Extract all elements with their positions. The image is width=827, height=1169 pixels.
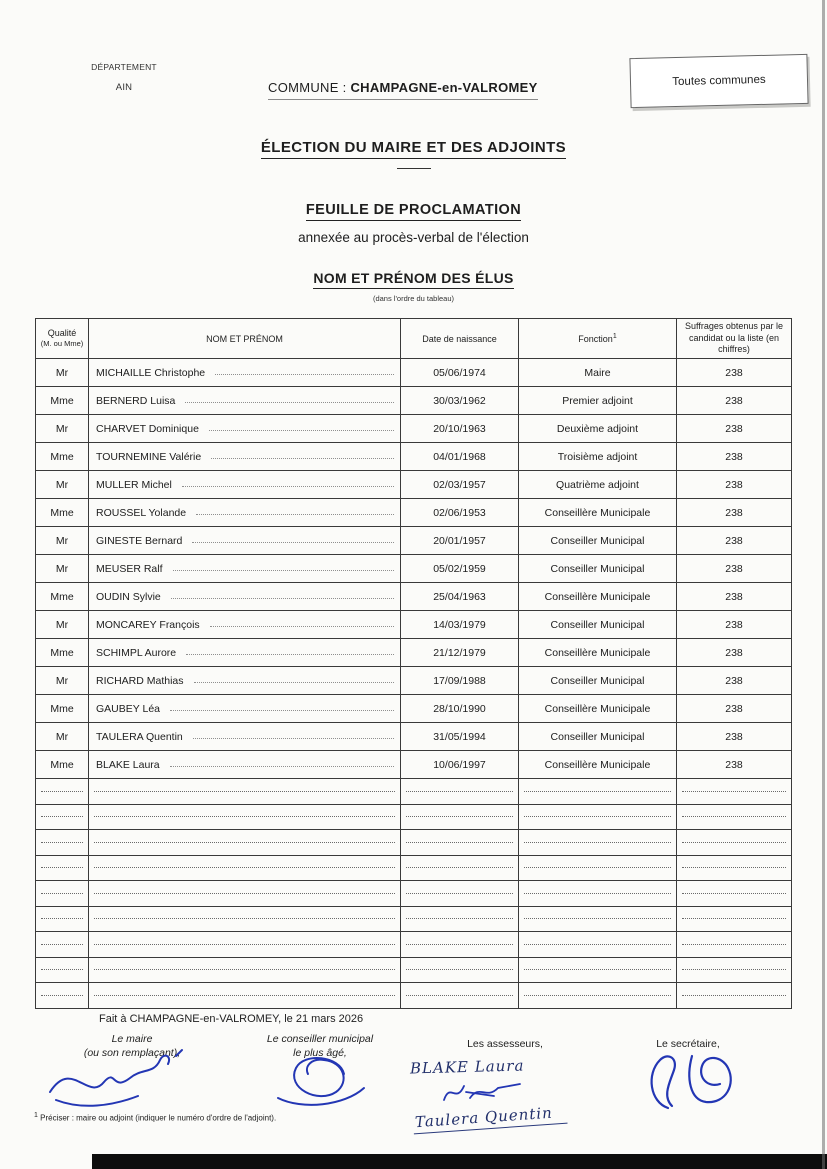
birthdate-cell: 31/05/1994 bbox=[401, 723, 519, 751]
name-cell: TOURNEMINE Valérie bbox=[89, 443, 401, 471]
birthdate-cell: 05/02/1959 bbox=[401, 555, 519, 583]
empty-cell bbox=[677, 855, 792, 881]
empty-table-row bbox=[36, 932, 792, 958]
scan-artifact-bottom-bar bbox=[92, 1154, 827, 1169]
empty-cell bbox=[401, 779, 519, 805]
empty-cell bbox=[519, 983, 677, 1009]
section-note: (dans l'ordre du tableau) bbox=[372, 294, 455, 303]
empty-table-row bbox=[36, 855, 792, 881]
birthdate-cell: 30/03/1962 bbox=[401, 387, 519, 415]
name-cell: MONCAREY François bbox=[89, 611, 401, 639]
footnote-sup: 1 bbox=[34, 1112, 38, 1119]
empty-cell bbox=[519, 855, 677, 881]
header-quality-line2: (M. ou Mme) bbox=[40, 339, 84, 349]
table-row bbox=[36, 527, 792, 555]
empty-cell bbox=[36, 779, 89, 805]
birthdate-cell: 25/04/1963 bbox=[401, 583, 519, 611]
header-quality-line1: Qualité bbox=[47, 328, 77, 339]
empty-cell bbox=[677, 804, 792, 830]
senior-label-line1: Le conseiller municipal bbox=[266, 1033, 374, 1045]
scan-artifact-right-edge bbox=[822, 0, 825, 1169]
commune-name: CHAMPAGNE-en-VALROMEY bbox=[350, 80, 538, 95]
name-cell: MEUSER Ralf bbox=[89, 555, 401, 583]
header-name: NOM ET PRÉNOM bbox=[89, 319, 401, 359]
empty-cell bbox=[401, 855, 519, 881]
name-cell: CHARVET Dominique bbox=[89, 415, 401, 443]
header-votes: Suffrages obtenus par le candidat ou la liste (en chiffres) bbox=[677, 319, 792, 359]
empty-cell bbox=[519, 881, 677, 907]
quality-cell: Mr bbox=[36, 555, 89, 583]
name-cell: RICHARD Mathias bbox=[89, 667, 401, 695]
birthdate-cell: 05/06/1974 bbox=[401, 359, 519, 387]
senior-councillor-signature bbox=[266, 1048, 376, 1110]
header-function-sup: 1 bbox=[612, 333, 617, 341]
stamp-box-label: Toutes communes bbox=[672, 73, 766, 89]
section-title-wrap bbox=[0, 270, 827, 289]
quality-cell: Mr bbox=[36, 611, 89, 639]
main-title: ÉLECTION DU MAIRE ET DES ADJOINTS bbox=[261, 139, 566, 159]
empty-cell bbox=[677, 932, 792, 958]
votes-cell: 238 bbox=[677, 443, 792, 471]
secretary-signature bbox=[634, 1044, 754, 1116]
footnote-text: Préciser : maire ou adjoint (indiquer le numéro d'ordre de l'adjoint). bbox=[37, 1113, 277, 1123]
name-cell: MULLER Michel bbox=[89, 471, 401, 499]
header-birthdate: Date de naissance bbox=[401, 319, 519, 359]
votes-cell: 238 bbox=[677, 415, 792, 443]
empty-cell bbox=[89, 830, 401, 856]
assessors-signature-label: Les assesseurs, bbox=[467, 1038, 543, 1050]
function-cell: Conseillère Municipale bbox=[519, 695, 677, 723]
votes-cell: 238 bbox=[677, 639, 792, 667]
quality-cell: Mme bbox=[36, 499, 89, 527]
empty-cell bbox=[89, 881, 401, 907]
votes-cell: 238 bbox=[677, 499, 792, 527]
mayor-label-line1: Le maire bbox=[111, 1033, 153, 1045]
function-cell: Premier adjoint bbox=[519, 387, 677, 415]
title-dash bbox=[397, 168, 431, 169]
commune-label: COMMUNE : bbox=[268, 80, 351, 95]
votes-cell: 238 bbox=[677, 583, 792, 611]
empty-cell bbox=[677, 830, 792, 856]
table-row bbox=[36, 639, 792, 667]
empty-table-row bbox=[36, 957, 792, 983]
empty-cell bbox=[677, 779, 792, 805]
function-cell: Conseiller Municipal bbox=[519, 555, 677, 583]
table-row bbox=[36, 751, 792, 779]
name-cell: OUDIN Sylvie bbox=[89, 583, 401, 611]
quality-cell: Mme bbox=[36, 639, 89, 667]
function-cell: Conseiller Municipal bbox=[519, 723, 677, 751]
table-row bbox=[36, 695, 792, 723]
main-title-wrap bbox=[0, 139, 827, 169]
function-cell: Troisième adjoint bbox=[519, 443, 677, 471]
function-cell: Conseillère Municipale bbox=[519, 583, 677, 611]
table-row bbox=[36, 555, 792, 583]
function-cell: Conseiller Municipal bbox=[519, 611, 677, 639]
votes-cell: 238 bbox=[677, 723, 792, 751]
table-row bbox=[36, 415, 792, 443]
quality-cell: Mme bbox=[36, 751, 89, 779]
quality-cell: Mme bbox=[36, 583, 89, 611]
function-cell: Conseillère Municipale bbox=[519, 639, 677, 667]
department-name: AIN bbox=[115, 82, 133, 93]
empty-cell bbox=[677, 881, 792, 907]
sheet-subtitle: annexée au procès-verbal de l'élection bbox=[298, 230, 529, 245]
assessor-name-handwriting: BLAKE Laura bbox=[409, 1056, 525, 1078]
name-cell: GAUBEY Léa bbox=[89, 695, 401, 723]
birthdate-cell: 02/06/1953 bbox=[401, 499, 519, 527]
votes-cell: 238 bbox=[677, 527, 792, 555]
empty-cell bbox=[36, 957, 89, 983]
function-cell: Conseiller Municipal bbox=[519, 527, 677, 555]
function-cell: Conseillère Municipale bbox=[519, 499, 677, 527]
name-cell: ROUSSEL Yolande bbox=[89, 499, 401, 527]
table-row bbox=[36, 387, 792, 415]
name-cell: TAULERA Quentin bbox=[89, 723, 401, 751]
empty-table-row bbox=[36, 830, 792, 856]
empty-cell bbox=[401, 957, 519, 983]
quality-cell: Mr bbox=[36, 359, 89, 387]
function-cell: Maire bbox=[519, 359, 677, 387]
birthdate-cell: 04/01/1968 bbox=[401, 443, 519, 471]
assessor-name-2-handwriting: Taulera Quentin bbox=[412, 1103, 567, 1135]
name-cell: GINESTE Bernard bbox=[89, 527, 401, 555]
table-row bbox=[36, 443, 792, 471]
empty-cell bbox=[519, 830, 677, 856]
votes-cell: 238 bbox=[677, 555, 792, 583]
empty-cell bbox=[677, 957, 792, 983]
empty-cell bbox=[401, 983, 519, 1009]
votes-cell: 238 bbox=[677, 667, 792, 695]
quality-cell: Mme bbox=[36, 443, 89, 471]
empty-cell bbox=[519, 932, 677, 958]
stamp-box bbox=[629, 54, 808, 108]
empty-cell bbox=[36, 906, 89, 932]
empty-cell bbox=[401, 932, 519, 958]
birthdate-cell: 10/06/1997 bbox=[401, 751, 519, 779]
quality-cell: Mme bbox=[36, 387, 89, 415]
department-block bbox=[84, 62, 164, 93]
function-cell: Conseillère Municipale bbox=[519, 751, 677, 779]
empty-table-row bbox=[36, 881, 792, 907]
done-at-line: Fait à CHAMPAGNE-en-VALROMEY, le 21 mars 2026 bbox=[99, 1013, 364, 1025]
empty-cell bbox=[401, 830, 519, 856]
empty-cell bbox=[89, 932, 401, 958]
section-title: NOM ET PRÉNOM DES ÉLUS bbox=[313, 270, 513, 289]
table-header-row bbox=[36, 319, 792, 359]
birthdate-cell: 20/01/1957 bbox=[401, 527, 519, 555]
header-function bbox=[519, 319, 677, 359]
quality-cell: Mr bbox=[36, 471, 89, 499]
empty-table-row bbox=[36, 906, 792, 932]
empty-table-row bbox=[36, 983, 792, 1009]
mayor-label-line2: (ou son remplaçant), bbox=[83, 1046, 181, 1059]
sheet-title-wrap bbox=[0, 201, 827, 221]
quality-cell: Mr bbox=[36, 527, 89, 555]
birthdate-cell: 21/12/1979 bbox=[401, 639, 519, 667]
table-row bbox=[36, 611, 792, 639]
empty-cell bbox=[677, 983, 792, 1009]
empty-cell bbox=[36, 804, 89, 830]
header-quality bbox=[36, 319, 89, 359]
quality-cell: Mr bbox=[36, 667, 89, 695]
empty-cell bbox=[36, 881, 89, 907]
empty-cell bbox=[89, 855, 401, 881]
commune-line bbox=[268, 80, 538, 100]
table-row bbox=[36, 667, 792, 695]
empty-cell bbox=[36, 855, 89, 881]
elected-officials-table bbox=[35, 318, 792, 1009]
empty-cell bbox=[519, 804, 677, 830]
sheet-title: FEUILLE DE PROCLAMATION bbox=[306, 202, 521, 221]
empty-table-row bbox=[36, 804, 792, 830]
empty-cell bbox=[89, 957, 401, 983]
quality-cell: Mme bbox=[36, 695, 89, 723]
name-cell: BERNERD Luisa bbox=[89, 387, 401, 415]
empty-cell bbox=[401, 906, 519, 932]
function-cell: Conseiller Municipal bbox=[519, 667, 677, 695]
votes-cell: 238 bbox=[677, 387, 792, 415]
table-row bbox=[36, 471, 792, 499]
empty-cell bbox=[519, 779, 677, 805]
empty-cell bbox=[89, 804, 401, 830]
empty-cell bbox=[401, 881, 519, 907]
empty-cell bbox=[401, 804, 519, 830]
birthdate-cell: 28/10/1990 bbox=[401, 695, 519, 723]
quality-cell: Mr bbox=[36, 723, 89, 751]
empty-cell bbox=[36, 830, 89, 856]
empty-cell bbox=[89, 906, 401, 932]
votes-cell: 238 bbox=[677, 751, 792, 779]
footnote bbox=[34, 1112, 276, 1123]
votes-cell: 238 bbox=[677, 471, 792, 499]
department-label: DÉPARTEMENT bbox=[91, 62, 157, 72]
senior-label-line2: le plus âgé, bbox=[293, 1046, 347, 1059]
mayor-signature bbox=[42, 1048, 192, 1112]
header-function-label: Fonction bbox=[578, 334, 613, 345]
empty-table-row bbox=[36, 779, 792, 805]
votes-cell: 238 bbox=[677, 695, 792, 723]
function-cell: Quatrième adjoint bbox=[519, 471, 677, 499]
table-row bbox=[36, 583, 792, 611]
table-row bbox=[36, 723, 792, 751]
empty-cell bbox=[89, 983, 401, 1009]
birthdate-cell: 20/10/1963 bbox=[401, 415, 519, 443]
table-row bbox=[36, 359, 792, 387]
votes-cell: 238 bbox=[677, 359, 792, 387]
votes-cell: 238 bbox=[677, 611, 792, 639]
quality-cell: Mr bbox=[36, 415, 89, 443]
empty-cell bbox=[36, 983, 89, 1009]
function-cell: Deuxième adjoint bbox=[519, 415, 677, 443]
name-cell: SCHIMPL Aurore bbox=[89, 639, 401, 667]
table-row bbox=[36, 499, 792, 527]
empty-cell bbox=[519, 957, 677, 983]
birthdate-cell: 14/03/1979 bbox=[401, 611, 519, 639]
name-cell: BLAKE Laura bbox=[89, 751, 401, 779]
birthdate-cell: 17/09/1988 bbox=[401, 667, 519, 695]
secretary-signature-label: Le secrétaire, bbox=[656, 1038, 720, 1050]
empty-cell bbox=[677, 906, 792, 932]
empty-cell bbox=[519, 906, 677, 932]
birthdate-cell: 02/03/1957 bbox=[401, 471, 519, 499]
name-cell: MICHAILLE Christophe bbox=[89, 359, 401, 387]
empty-cell bbox=[89, 779, 401, 805]
empty-cell bbox=[36, 932, 89, 958]
